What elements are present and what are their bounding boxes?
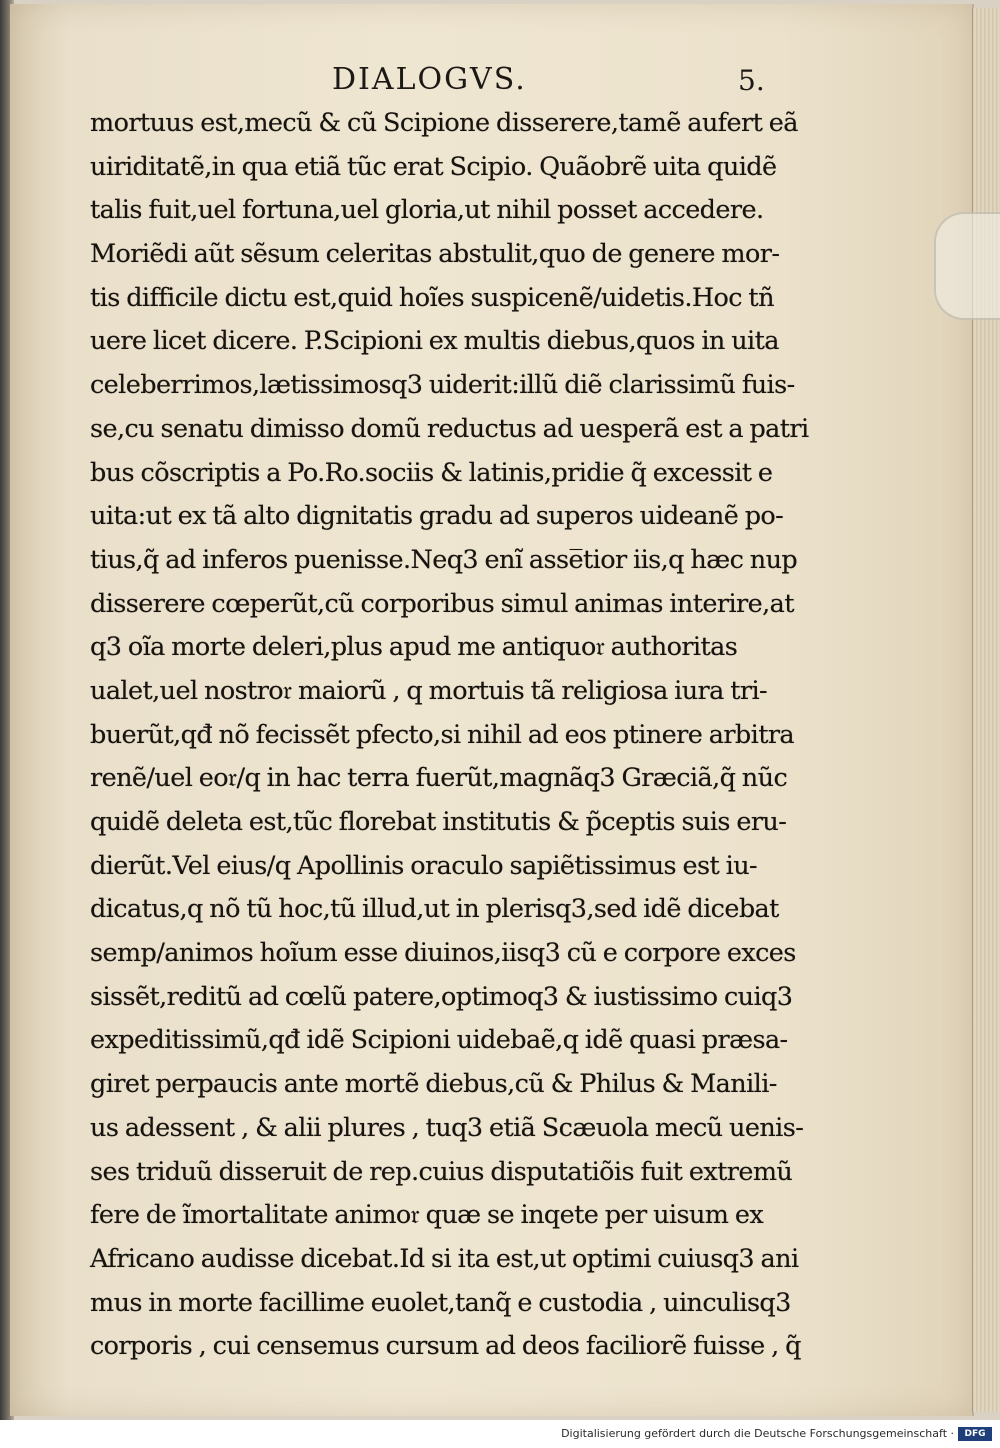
page-tab-marker [934,212,1000,320]
text-line: mortuus est,mecũ & cũ Scipione disserere,tamẽ aufert eã [90,108,798,138]
footer-bar [0,1420,1000,1448]
text-line: celeberrimos,lætissimosq3 uiderit:illũ diẽ clarissimũ fuis- [90,370,795,401]
text-line: uita:ut ex tã alto dignitatis gradu ad superos uideanẽ po- [90,501,784,532]
text-line: mus in morte facillime euolet,tanq̃ e custodia , uinculisq3 [90,1287,791,1318]
text-line: tius,q̃ ad inferos puenisse.Neq3 enĩ asse̅tior iis,q hæc nup [90,544,798,575]
text-line: dicatus,q nõ tũ hoc,tũ illud,ut in plerisq3,sed idẽ dicebat [90,894,779,925]
text-line: ualet,uel nostro𝔯 maiorũ , q mortuis tã religiosa iura tri- [90,675,768,706]
page-number: 5. [738,64,765,97]
text-line: expeditissimũ,qđ idẽ Scipioni uidebaẽ,q idẽ quasi præsa- [90,1025,788,1056]
text-line: bus cõscriptis a Po.Ro.sociis & latinis,pridie q̃ excessit e [90,457,773,488]
text-line: tis difficile dictu est,quid hoĩes suspicenẽ/uidetis.Hoc tñ [90,282,774,313]
text-line: buerũt,qđ nõ fecissẽt pfecto,si nihil ad eos ptinere arbitra [90,719,795,750]
text-line: renẽ/uel eo𝔯/q in hac terra fuerũt,magnãq3 Græciã,q̃ nũc [90,763,788,794]
text-line: talis fuit,uel fortuna,uel gloria,ut nihil posset accedere. [90,195,764,226]
book-page [10,4,974,1416]
text-line: se,cu senatu dimisso domũ reductus ad uesperã est a patri [90,413,809,444]
body-text [90,102,870,1369]
text-line: quidẽ deleta est,tũc florebat institutis & p̃ceptis suis eru- [90,807,787,837]
text-line: uere licet dicere. P.Scipioni ex multis diebus,quos in uita [90,326,779,357]
text-line: dierũt.Vel eius/q Apollinis oraculo sapiẽtissimus est iu- [90,850,758,881]
text-line: semp/animos hoĩum esse diuinos,iisq3 cũ e corpore exces [90,938,796,969]
text-line: q3 oĩa morte deleri,plus apud me antiquo𝔯 authoritas [90,632,738,663]
text-line: Africano audisse dicebat.Id si ita est,ut optimi cuiusq3 ani [90,1243,799,1274]
text-line: sissẽt,reditũ ad cœlũ patere,optimoq3 & iustissimo cuiq3 [90,981,793,1012]
text-line: disserere cœperũt,cũ corporibus simul animas interire,at [90,588,794,619]
text-line: corporis , cui censemus cursum ad deos faciliorẽ fuisse , q̃ [90,1331,801,1362]
text-line: us adessent , & alii plures , tuq3 etiã Scæuola mecũ uenis- [90,1112,804,1143]
text-line: Moriẽdi aũt sẽsum celeritas abstulit,quo de genere mor- [90,239,780,270]
running-head-title: DIALOGVS. [332,62,527,97]
funding-credit: Digitalisierung gefördert durch die Deutsche Forschungsgemeinschaft · [561,1427,954,1440]
text-line: ses triduũ disseruit de rep.cuius disputatiõis fuit extremũ [90,1156,793,1187]
dfg-logo: DFG [958,1427,992,1441]
text-line: fere de ĩmortalitate animo𝔯 quæ se inqete per uisum ex [90,1200,764,1231]
text-line: uiriditatẽ,in qua etiã tũc erat Scipio. Quãobrẽ uita quidẽ [90,151,777,182]
text-line: giret perpaucis ante mortẽ diebus,cũ & Philus & Manili- [90,1069,777,1100]
